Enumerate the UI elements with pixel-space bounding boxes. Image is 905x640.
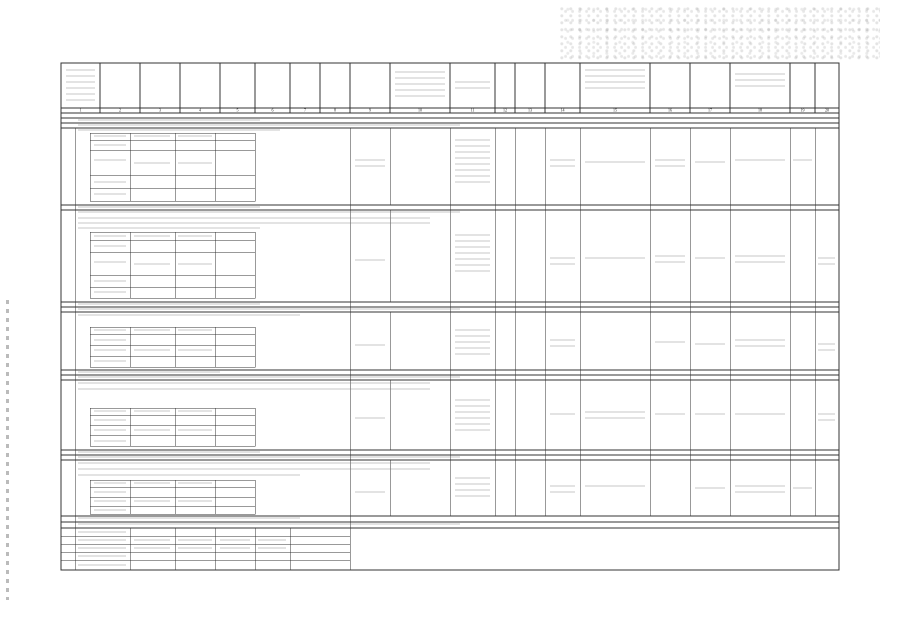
column-number: 1: [79, 107, 82, 113]
column-number: 20: [825, 107, 829, 113]
column-number: 11: [470, 107, 475, 113]
illegible-print: [66, 70, 835, 565]
column-number: 3: [159, 107, 161, 113]
column-number: 19: [800, 107, 805, 113]
column-number: 12: [503, 107, 507, 113]
column-number: 13: [528, 107, 532, 113]
column-number: 10: [418, 107, 422, 113]
column-number: 15: [613, 107, 617, 113]
column-number-row: [80, 108, 830, 113]
column-number: 2: [119, 107, 121, 113]
column-number: 17: [708, 107, 712, 113]
column-number: 7: [304, 107, 306, 113]
column-number: 9: [369, 107, 371, 113]
financing-subtables: [61, 133, 350, 570]
column-number: 8: [334, 107, 336, 113]
column-number: 4: [199, 107, 201, 113]
column-number: 16: [668, 107, 672, 113]
column-number: 18: [758, 107, 762, 113]
column-number: 6: [271, 107, 274, 113]
body-column-lines: [75, 128, 815, 570]
column-number: 14: [560, 107, 565, 113]
column-number: 5: [236, 107, 239, 113]
